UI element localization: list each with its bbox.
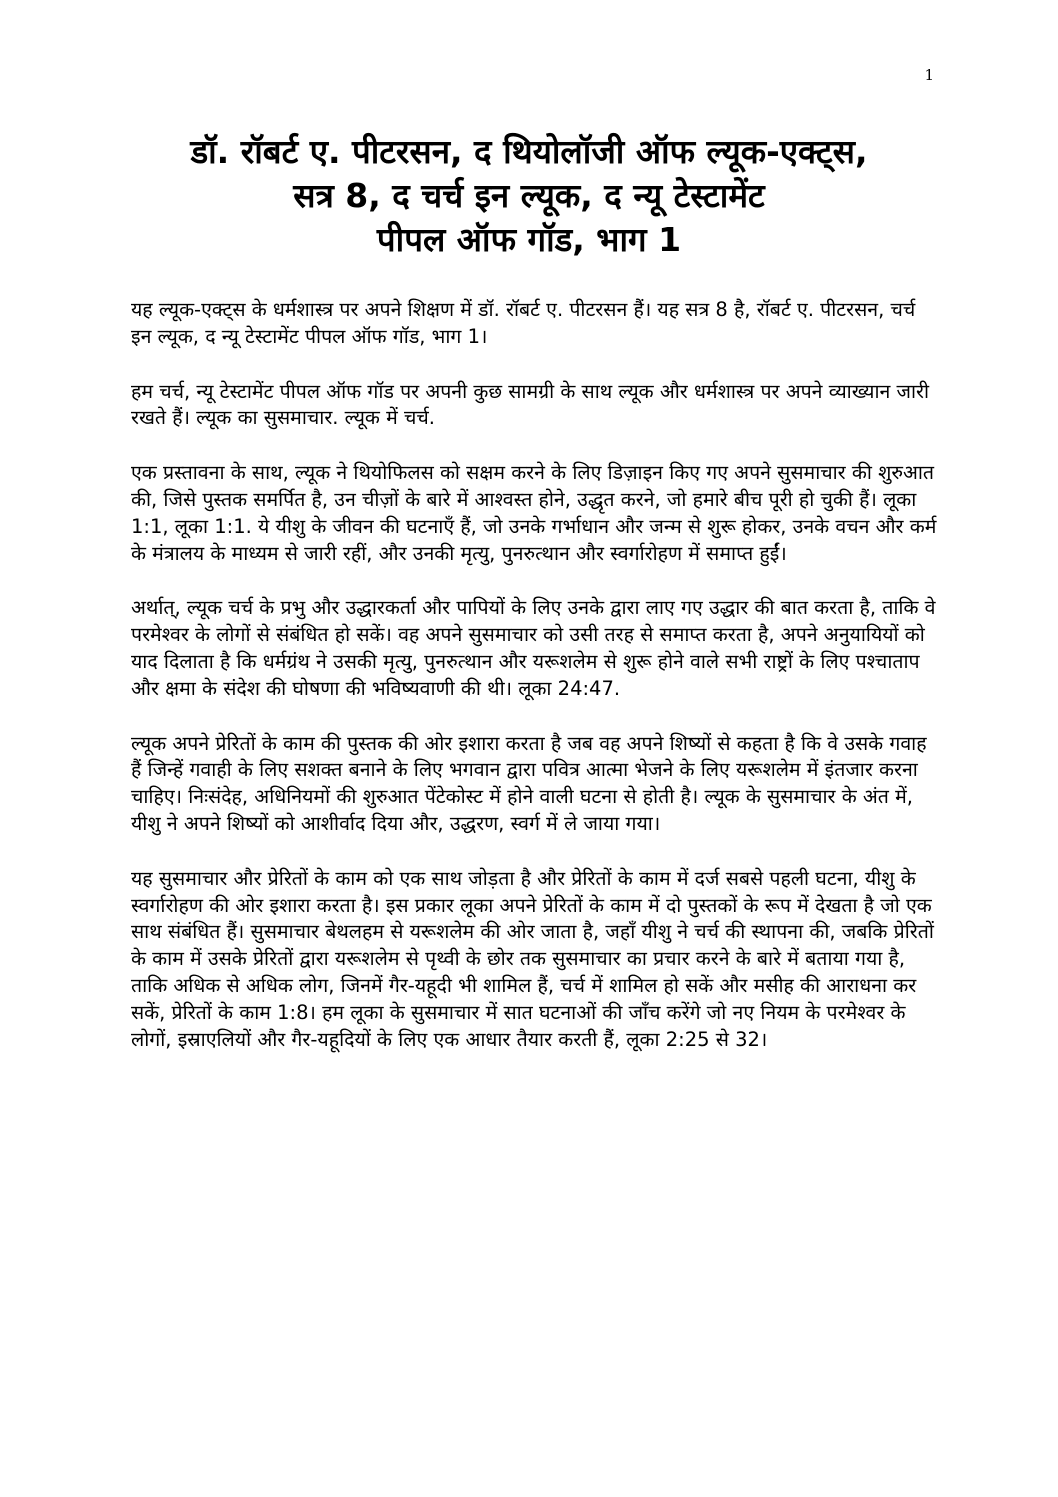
title-line-3: पीपल ऑफ गॉड, भाग 1 [376,220,682,259]
title-line-1: डॉ. रॉबर्ट ए. पीटरसन, द थियोलॉजी ऑफ ल्यूक-एक्ट्स, [190,132,868,171]
document-body [131,297,939,1081]
paragraph-3: एक प्रस्तावना के साथ, ल्यूक ने थियोफिलस को सक्षम करने के लिए डिज़ाइन किए गए अपने सुसमाचार की शुरुआत की, जिसे पुस्तक समर्पित है, उन चीज़ों के बारे में आश्वस्त होने, उद्धृत करने, जो हमारे बीच पूरी हो चुकी हैं। लूका 1:1, लूका 1:1. ये यीशु के जीवन की घटनाएँ हैं, जो उनके गर्भाधान और जन्म से शुरू होकर, उनके वचन और कर्म के मंत्रालय के माध्यम से जारी रहीं, और उनकी मृत्यु, पुनरुत्थान और स्वर्गारोहण में समाप्त हुईं। [131,461,937,565]
paragraph-2: हम चर्च, न्यू टेस्टामेंट पीपल ऑफ गॉड पर अपनी कुछ सामग्री के साथ ल्यूक और धर्मशास्त्र पर अपने व्याख्यान जारी रखते हैं। ल्यूक का सुसमाचार. ल्यूक में चर्च. [131,379,930,430]
paragraph-4: अर्थात्, ल्यूक चर्च के प्रभु और उद्धारकर्ता और पापियों के लिए उनके द्वारा लाए गए उद्धार की बात करता है, ताकि वे परमेश्वर के लोगों से संबंधित हो सकें। वह अपने सुसमाचार को उसी तरह से समाप्त करता है, अपने अनुयायियों को याद दिलाता है कि धर्मग्रंथ ने उसकी मृत्यु, पुनरुत्थान और यरूशलेम से शुरू होने वाले सभी राष्ट्रों के लिए पश्चाताप और क्षमा के संदेश की घोषणा की भविष्यवाणी की थी। लूका 24:47. [131,596,936,700]
title-line-2: सत्र 8, द चर्च इन ल्यूक, द न्यू टेस्टामेंट [293,176,765,215]
paragraph-1: यह ल्यूक-एक्ट्स के धर्मशास्त्र पर अपने शिक्षण में डॉ. रॉबर्ट ए. पीटरसन हैं। यह सत्र 8 है, रॉबर्ट ए. पीटरसन, चर्च इन ल्यूक, द न्यू टेस्टामेंट पीपल ऑफ गॉड, भाग 1। [131,298,916,348]
paragraph-5: ल्यूक अपने प्रेरितों के काम की पुस्तक की ओर इशारा करता है जब वह अपने शिष्यों से कहता है कि वे उसके गवाह हैं जिन्हें गवाही के लिए सशक्त बनाने के लिए भगवान द्वारा पवित्र आत्मा भेजने के लिए यरूशलेम में इंतजार करना चाहिए। निःसंदेह, अधिनियमों की शुरुआत पेंटेकोस्ट में होने वाली घटना से होती है। ल्यूक के सुसमाचार के अंत में, यीशु ने अपने शिष्यों को आशीर्वाद दिया और, उद्धरण, स्वर्ग में ले जाया गया। [131,731,927,835]
document-title [100,130,958,262]
paragraph-6: यह सुसमाचार और प्रेरितों के काम को एक साथ जोड़ता है और प्रेरितों के काम में दर्ज सबसे पहली घटना, यीशु के स्वर्गारोहण की ओर इशारा करता है। इस प्रकार लूका अपने प्रेरितों के काम में दो पुस्तकों के रूप में देखता है जो एक साथ संबंधित हैं। सुसमाचार बेथलहम से यरूशलेम की ओर जाता है, जहाँ यीशु ने चर्च की स्थापना की, जबकि प्रेरितों के काम में उसके प्रेरितों द्वारा यरूशलेम से पृथ्वी के छोर तक सुसमाचार का प्रचार करने के बारे में बताया गया है, ताकि अधिक से अधिक लोग, जिनमें गैर-यहूदी भी शामिल हैं, चर्च में शामिल हो सकें और मसीह की आराधना कर सकें, प्रेरितों के काम 1:8। हम लूका के सुसमाचार में सात घटनाओं की जाँच करेंगे जो नए नियम के परमेश्वर के लोगों, इस्राएलियों और गैर-यहूदियों के लिए एक आधार तैयार करती हैं, लूका 2:25 से 32। [131,866,934,1051]
page-number: 1 [924,66,934,84]
